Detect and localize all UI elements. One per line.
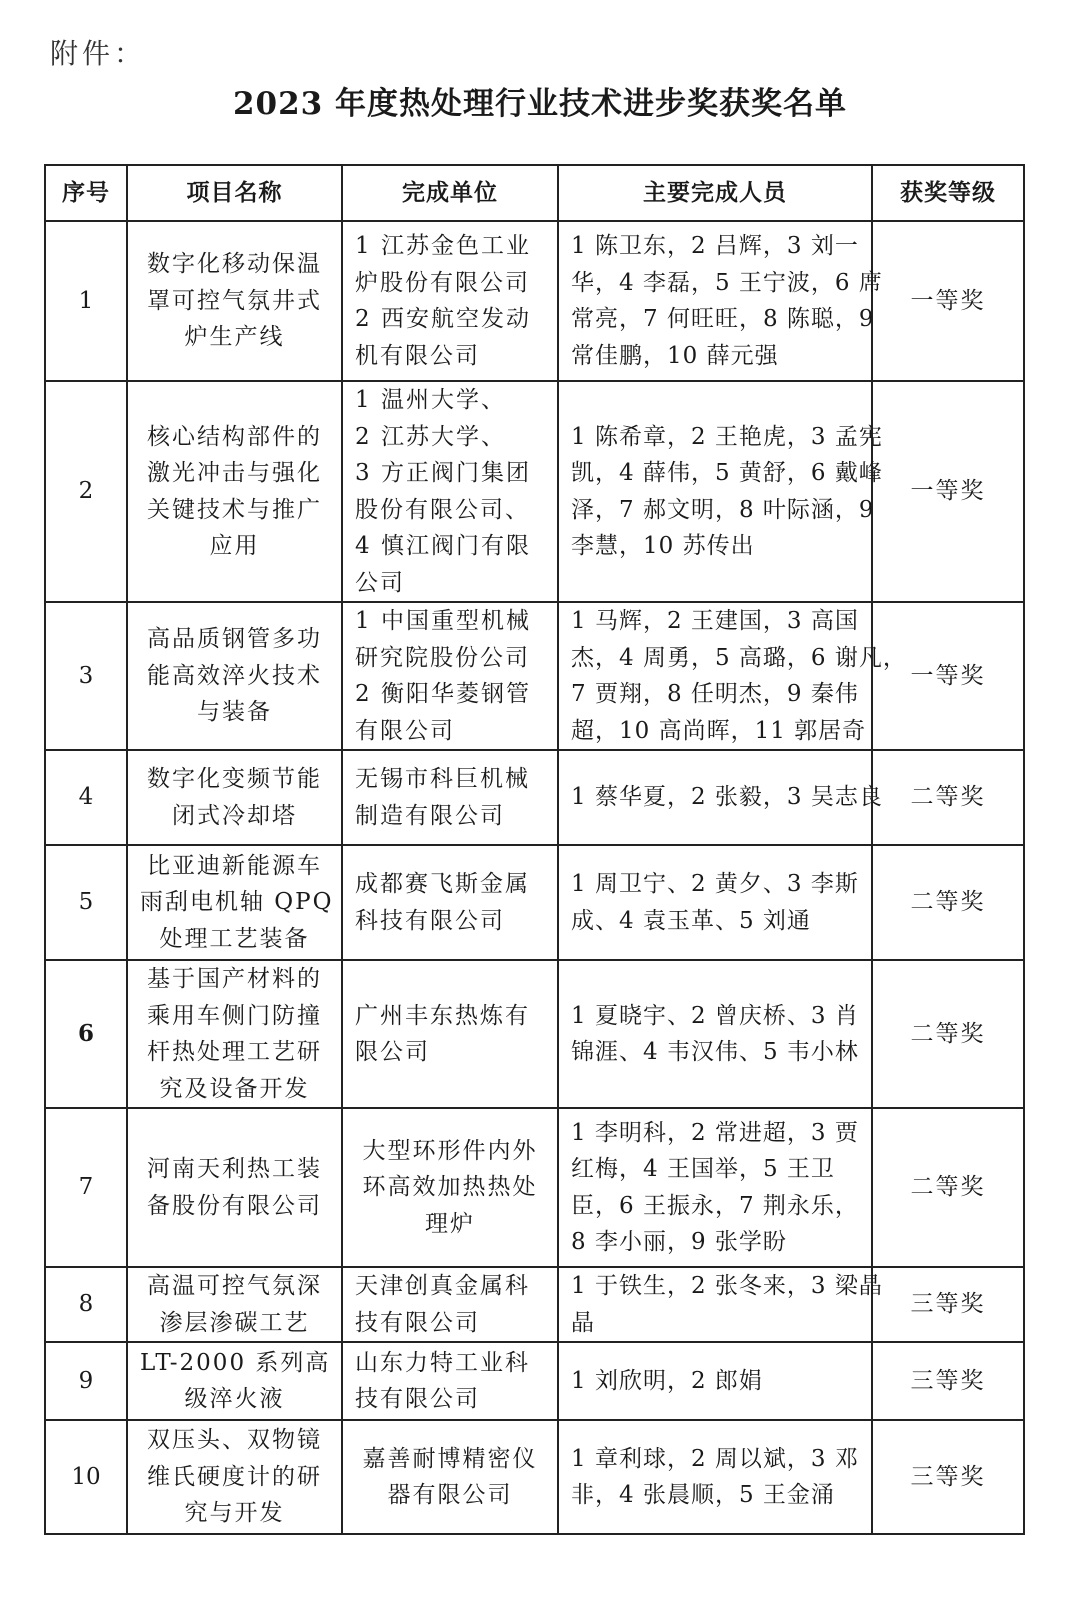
project-name-line: LT-2000 系列高 — [140, 1349, 331, 1376]
project-name-line: 乘用车侧门防撞 — [147, 1002, 322, 1029]
row-index: 3 — [45, 602, 127, 750]
main-personnel — [558, 1108, 872, 1267]
project-name-line: 关键技术与推广 — [147, 496, 322, 523]
main-personnel-line: 1 陈希章，2 王艳虎，3 孟宪 — [571, 423, 883, 450]
project-name — [127, 602, 342, 750]
completing-unit-line: 1 江苏金色工业 — [355, 233, 531, 259]
completing-unit-line: 2 西安航空发动 — [355, 306, 531, 332]
main-personnel — [558, 1420, 872, 1534]
main-personnel-line: 非，4 张晨顺，5 王金涌 — [571, 1482, 835, 1508]
award-level: 二等奖 — [872, 750, 1024, 845]
table-row — [45, 381, 1024, 602]
main-personnel — [558, 602, 907, 750]
awards-table — [44, 164, 1025, 1535]
award-level: 二等奖 — [872, 960, 1024, 1108]
completing-unit-line: 制造有限公司 — [355, 802, 505, 829]
project-name-line: 应用 — [209, 533, 260, 559]
main-personnel — [558, 1267, 883, 1342]
award-level: 三等奖 — [872, 1267, 1024, 1342]
completing-unit-line: 2 衡阳华菱钢管 — [355, 681, 531, 707]
project-name-line: 渗层渗碳工艺 — [159, 1309, 310, 1336]
attachment-label: 附件： — [50, 37, 147, 70]
project-name — [127, 750, 342, 845]
table-row — [45, 845, 1024, 960]
completing-unit-line: 3 方正阀门集团 — [355, 460, 531, 486]
main-personnel-line: 1 夏晓宇、2 曾庆桥、3 肖 — [571, 1002, 859, 1029]
main-personnel-line: 1 刘欣明，2 郎娟 — [571, 1367, 763, 1394]
completing-unit-line: 环高效加热热处 — [362, 1174, 538, 1201]
completing-unit-line: 炉股份有限公司 — [355, 269, 530, 296]
main-personnel-line: 超，10 高尚晖，11 郭居奇 — [571, 717, 867, 744]
row-index: 10 — [45, 1420, 127, 1534]
main-personnel-line: 成、4 袁玉革、5 刘通 — [571, 907, 811, 934]
table-row — [45, 1267, 1024, 1342]
completing-unit-line: 4 慎江阀门有限 — [355, 533, 531, 559]
completing-unit — [342, 381, 558, 602]
table-row — [45, 960, 1024, 1108]
project-name-line: 比亚迪新能源车 — [147, 852, 322, 879]
project-name-line: 基于国产材料的 — [147, 966, 322, 992]
main-personnel — [558, 960, 872, 1108]
main-personnel-line: 常亮，7 何旺旺，8 陈聪，9 — [571, 306, 875, 332]
page-title: 2023 年度热处理行业技术进步奖获奖名单 — [232, 86, 848, 122]
completing-unit-line: 股份有限公司、 — [355, 496, 530, 523]
header-index: 序号 — [45, 165, 127, 221]
project-name-line: 数字化变频节能 — [147, 766, 322, 792]
project-name-line: 与装备 — [197, 699, 272, 726]
project-name-line: 级淬火液 — [184, 1386, 285, 1412]
project-name — [127, 1267, 342, 1342]
project-name — [127, 1342, 342, 1420]
completing-unit-line: 研究院股份公司 — [355, 644, 530, 671]
main-personnel — [558, 1342, 872, 1420]
project-name — [127, 845, 342, 960]
main-personnel-line: 李慧，10 苏传出 — [571, 533, 755, 559]
project-name — [127, 1420, 342, 1534]
completing-unit-line: 技有限公司 — [355, 1309, 480, 1336]
project-name — [127, 221, 342, 381]
completing-unit-line: 技有限公司 — [355, 1386, 480, 1412]
award-level: 三等奖 — [872, 1342, 1024, 1420]
award-level: 一等奖 — [872, 381, 1024, 602]
row-index: 5 — [45, 845, 127, 960]
main-personnel-line: 臣，6 王振永，7 荆永乐， — [571, 1192, 859, 1219]
project-name-line: 杆热处理工艺研 — [147, 1039, 322, 1065]
project-name — [127, 1108, 342, 1267]
main-personnel-line: 泽，7 郝文明，8 叶际涵，9 — [571, 496, 875, 523]
completing-unit-line: 山东力特工业科 — [355, 1349, 530, 1376]
completing-unit-line: 科技有限公司 — [355, 907, 505, 934]
project-name-line: 备股份有限公司 — [147, 1192, 322, 1219]
completing-unit-line: 嘉善耐博精密仪 — [362, 1445, 538, 1472]
completing-unit-line: 器有限公司 — [387, 1482, 513, 1508]
project-name-line: 究与开发 — [184, 1500, 285, 1527]
main-personnel-line: 1 周卫宁、2 黄夕、3 李斯 — [571, 871, 859, 897]
project-name-line: 处理工艺装备 — [159, 925, 310, 952]
main-personnel-line: 1 蔡华夏，2 张毅，3 吴志良 — [571, 784, 883, 811]
main-personnel-line: 7 贾翔，8 任明杰，9 秦伟 — [571, 681, 859, 707]
completing-unit — [342, 960, 558, 1108]
table-row — [45, 750, 1024, 845]
table-row — [45, 1420, 1024, 1534]
main-personnel-line: 锦涯、4 韦汉伟、5 韦小林 — [571, 1039, 859, 1065]
completing-unit — [342, 845, 558, 960]
main-personnel-line: 1 马辉，2 王建国，3 高国 — [571, 608, 859, 634]
completing-unit — [342, 1267, 558, 1342]
main-personnel-line: 8 李小丽，9 张学盼 — [571, 1229, 787, 1255]
main-personnel-line: 常佳鹏，10 薛元强 — [571, 342, 779, 369]
row-index: 7 — [45, 1108, 127, 1267]
row-index: 1 — [45, 221, 127, 381]
table-header-row — [45, 165, 1024, 221]
main-personnel — [558, 750, 883, 845]
completing-unit-line: 无锡市科巨机械 — [355, 766, 530, 792]
completing-unit-line: 成都赛飞斯金属 — [355, 871, 530, 897]
project-name-line: 数字化移动保温 — [147, 251, 322, 278]
completing-unit-line: 有限公司 — [355, 717, 455, 744]
completing-unit-line: 广州丰东热炼有 — [355, 1002, 530, 1029]
table-row — [45, 602, 1024, 750]
completing-unit — [342, 221, 558, 381]
main-personnel-line: 晶 — [571, 1309, 595, 1336]
main-personnel — [558, 381, 883, 602]
main-personnel-line: 杰，4 周勇，5 高璐，6 谢凡， — [571, 644, 907, 671]
row-index: 2 — [45, 381, 127, 602]
project-name-line: 高品质钢管多功 — [147, 626, 322, 653]
project-name-line: 河南天利热工装 — [147, 1156, 322, 1182]
completing-unit-line: 公司 — [355, 569, 405, 596]
completing-unit — [342, 1108, 558, 1267]
main-personnel-line: 红梅，4 王国举，5 王卫 — [571, 1156, 835, 1182]
project-name-line: 维氏硬度计的研 — [147, 1463, 322, 1490]
project-name-line: 雨刮电机轴 QPQ — [140, 889, 334, 916]
completing-unit-line: 1 中国重型机械 — [355, 608, 531, 634]
project-name-line: 究及设备开发 — [159, 1075, 310, 1102]
row-index: 6 — [45, 960, 127, 1108]
project-name-line: 罩可控气氛井式 — [147, 287, 322, 314]
row-index: 4 — [45, 750, 127, 845]
completing-unit — [342, 1420, 558, 1534]
table-row — [45, 221, 1024, 381]
main-personnel — [558, 221, 883, 381]
row-index: 9 — [45, 1342, 127, 1420]
main-personnel-line: 1 章利球，2 周以斌，3 邓 — [571, 1445, 859, 1472]
project-name-line: 能高效淬火技术 — [147, 662, 322, 689]
project-name-line: 闭式冷却塔 — [172, 802, 297, 829]
main-personnel-line: 1 李明科，2 常进超，3 贾 — [571, 1119, 859, 1146]
completing-unit — [342, 750, 558, 845]
project-name-line: 激光冲击与强化 — [147, 460, 322, 486]
main-personnel-line: 凯，4 薛伟，5 黄舒，6 戴峰 — [571, 460, 883, 486]
header-level: 获奖等级 — [872, 165, 1024, 221]
project-name-line: 核心结构部件的 — [147, 423, 322, 450]
completing-unit-line: 大型环形件内外 — [362, 1137, 538, 1164]
row-index: 8 — [45, 1267, 127, 1342]
completing-unit — [342, 1342, 558, 1420]
project-name-line: 炉生产线 — [184, 324, 285, 351]
main-personnel — [558, 845, 872, 960]
project-name — [127, 381, 342, 602]
project-name-line: 高温可控气氛深 — [147, 1273, 322, 1299]
completing-unit-line: 理炉 — [425, 1210, 475, 1237]
award-level: 一等奖 — [872, 221, 1024, 381]
project-name — [127, 960, 342, 1108]
completing-unit-line: 限公司 — [355, 1039, 430, 1065]
header-people: 主要完成人员 — [558, 165, 872, 221]
project-name-line: 双压头、双物镜 — [147, 1427, 322, 1454]
header-unit: 完成单位 — [342, 165, 558, 221]
completing-unit-line: 1 温州大学、 — [355, 387, 506, 413]
award-level: 三等奖 — [872, 1420, 1024, 1534]
main-personnel-line: 1 陈卫东，2 吕辉，3 刘一 — [571, 233, 859, 259]
award-level: 一等奖 — [872, 602, 1024, 750]
table-body — [45, 221, 1024, 1534]
main-personnel-line: 1 于铁生，2 张冬来，3 梁晶 — [571, 1273, 883, 1299]
completing-unit-line: 2 江苏大学、 — [355, 423, 506, 450]
completing-unit-line: 天津创真金属科 — [355, 1273, 530, 1299]
completing-unit — [342, 602, 558, 750]
completing-unit-line: 机有限公司 — [355, 342, 480, 369]
main-personnel-line: 华，4 李磊，5 王宁波，6 席 — [571, 269, 883, 296]
table-row — [45, 1342, 1024, 1420]
header-project-name: 项目名称 — [127, 165, 342, 221]
table-row — [45, 1108, 1024, 1267]
award-level: 二等奖 — [872, 1108, 1024, 1267]
award-level: 二等奖 — [872, 845, 1024, 960]
